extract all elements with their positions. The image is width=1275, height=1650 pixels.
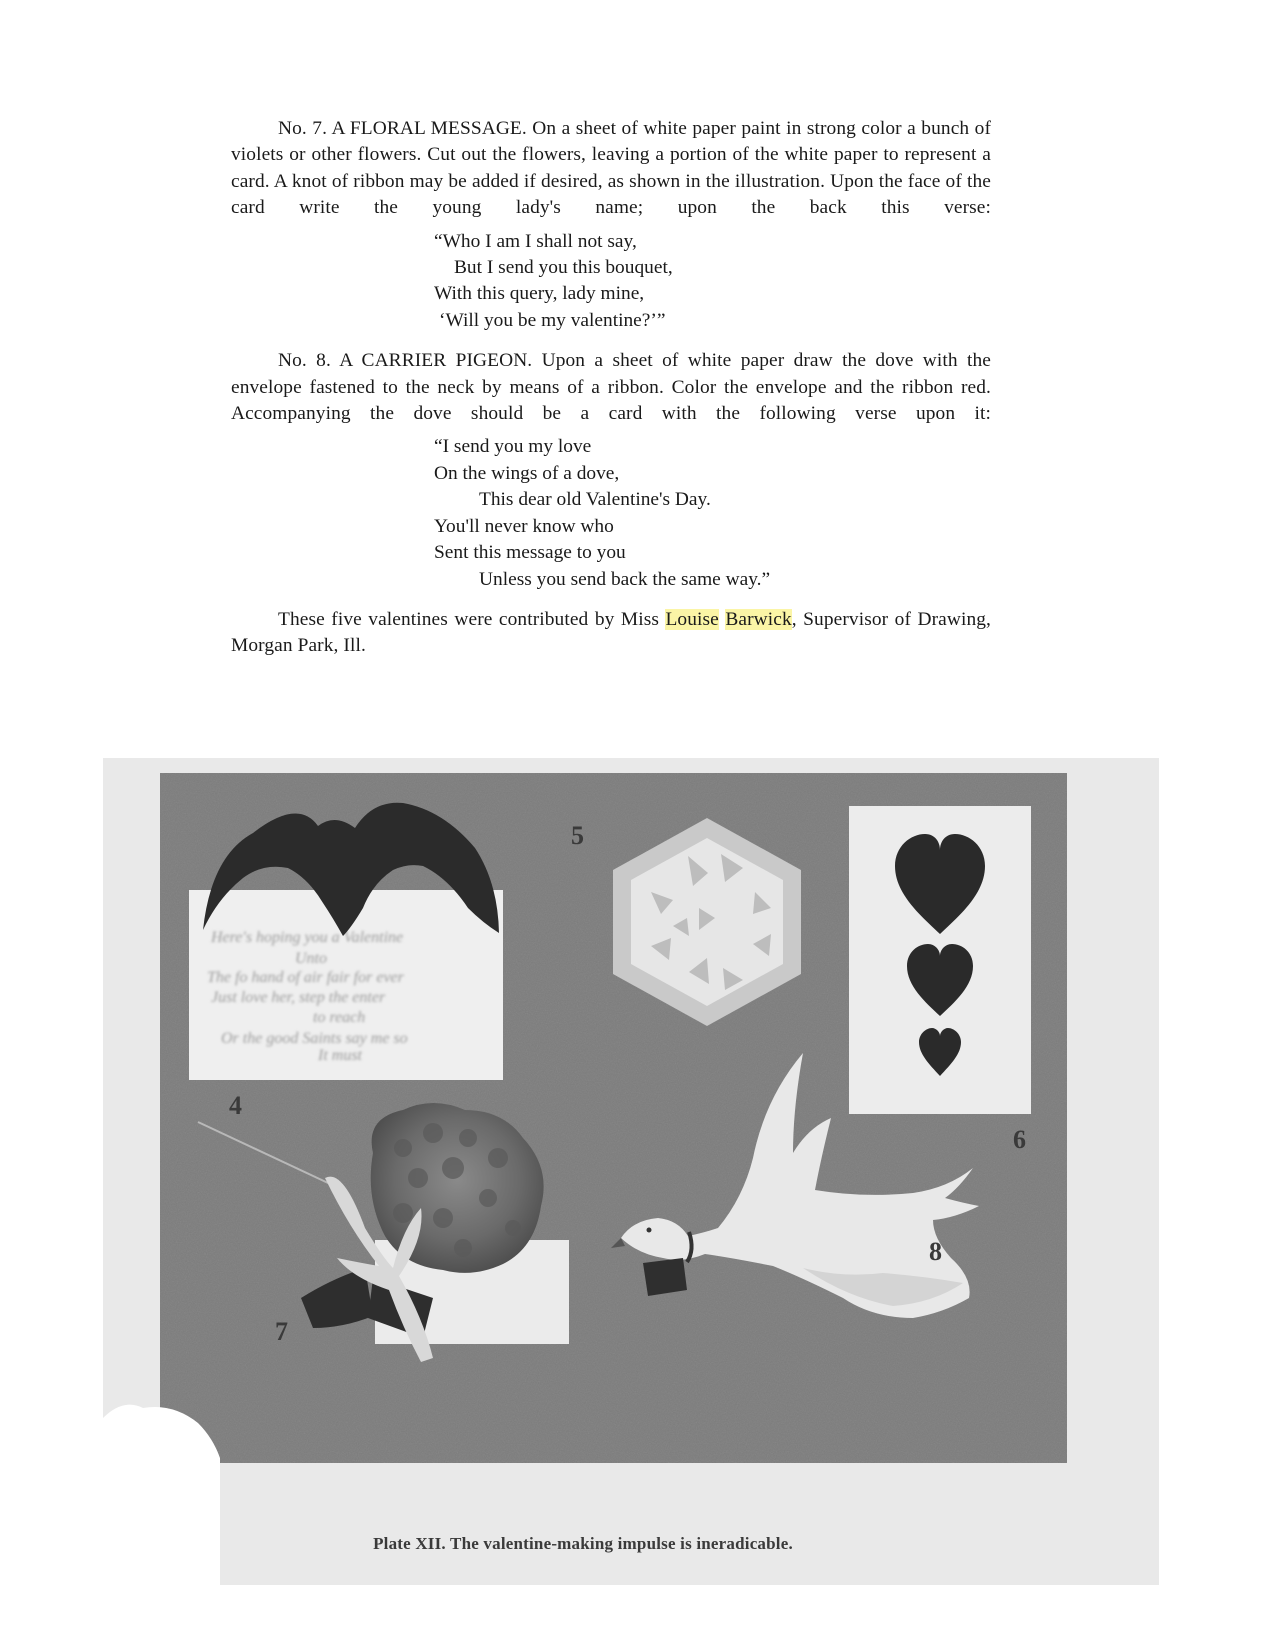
torn-corner (103, 1405, 220, 1585)
card-handwriting-line: It must (318, 1047, 362, 1064)
dove-eye (647, 1228, 652, 1233)
plate-label-4: 4 (229, 1091, 242, 1120)
item-body: Upon a sheet of white paper draw the dove with the envelope fastened to the neck by means of a ribbon. Color the envelope and the ribbon red. Accompanying the dove should be a card with the following verse upon it: (231, 350, 991, 425)
verse-no8 (231, 434, 991, 592)
verse-no7 (231, 229, 991, 335)
highlighted-last-name: Barwick (725, 608, 792, 630)
card-handwriting-line: Unto (295, 950, 327, 967)
verse-line: Unless you send back the same way.” (479, 568, 771, 590)
plate-label-5: 5 (571, 821, 584, 850)
valentine-6-hearts (849, 806, 1031, 1114)
verse-line: But I send you this bouquet, (454, 257, 673, 279)
item-body: On a sheet of white paper paint in strong color a bunch of violets or other flowers. Cut out the flowers, leaving a portion of the white paper to represent a card. A knot of ribbon may be added if desired, as shown in the illustration. Upon the face of the card write the young lady's name; upon the back this verse: (231, 118, 991, 219)
plate-label-6: 6 (1013, 1125, 1026, 1154)
card-handwriting-line: Or the good Saints say me so (221, 1030, 408, 1047)
article-text (231, 116, 991, 673)
plate-photo-svg (103, 758, 1159, 1585)
paragraph-no7 (231, 116, 991, 222)
verse-line: This dear old Valentine's Day. (479, 489, 711, 511)
plate-photograph (103, 758, 1159, 1585)
card-handwriting-line: to reach (313, 1009, 366, 1026)
item-heading: A FLORAL MESSAGE. (331, 118, 527, 139)
verse-line: On the wings of a dove, (434, 462, 620, 484)
card-handwriting-line: The fo hand of air fair for ever (207, 969, 404, 986)
card-handwriting-line: Here's hoping you a Valentine (211, 929, 404, 946)
plate-label-8: 8 (929, 1237, 942, 1266)
verse-line: You'll never know who (434, 515, 614, 537)
highlighted-first-name: Louise (665, 608, 719, 630)
verse-line: “I send you my love (434, 436, 592, 458)
item-number: No. 7. (278, 118, 328, 139)
plate-label-7: 7 (275, 1317, 288, 1346)
paragraph-credit (231, 607, 991, 660)
verse-line: “Who I am I shall not say, (434, 230, 637, 252)
paragraph-no8 (231, 348, 991, 427)
verse-line: With this query, lady mine, (434, 283, 645, 305)
credit-text: These five valentines were contributed by Miss (278, 608, 659, 630)
plate-caption: Plate XII. The valentine-making impulse is ineradicable. (373, 1534, 793, 1553)
dove-envelope (643, 1258, 687, 1296)
credit-text-after: , Supervisor of Drawing, Morgan Park, Ill. (231, 608, 991, 657)
card-handwriting-line: Just love her, step the enter (211, 989, 386, 1006)
item-number: No. 8. (278, 350, 331, 372)
verse-line: ‘Will you be my valentine?’” (439, 309, 666, 331)
item-heading: A CARRIER PIGEON. (339, 350, 533, 372)
verse-line: Sent this message to you (434, 542, 626, 564)
